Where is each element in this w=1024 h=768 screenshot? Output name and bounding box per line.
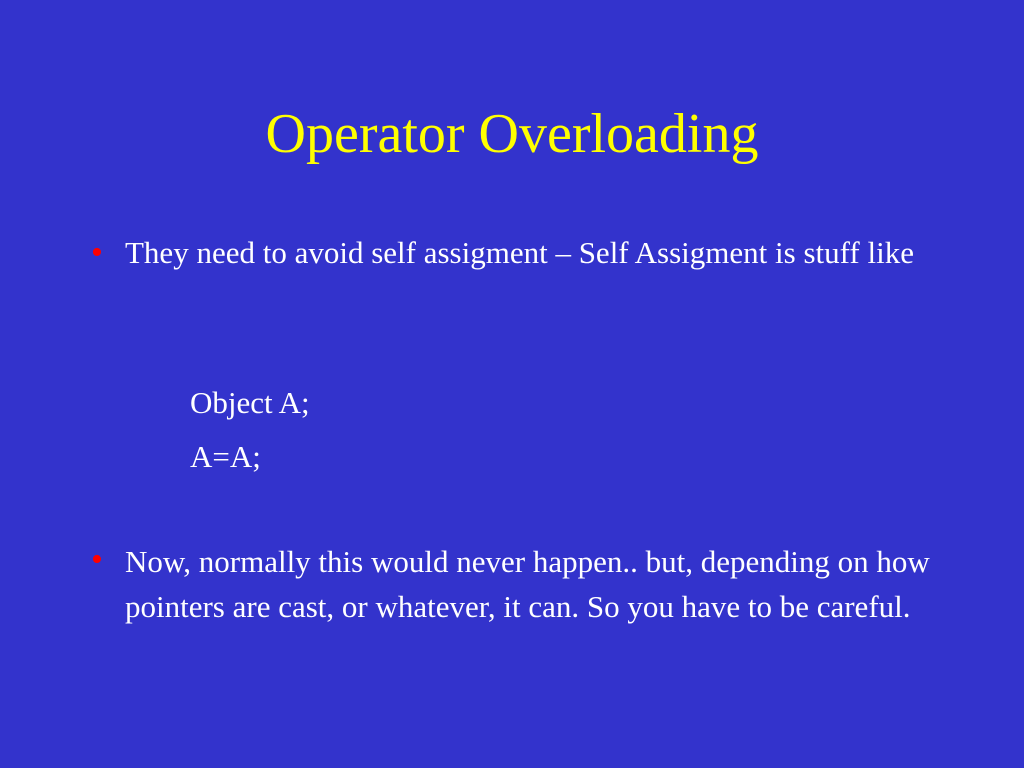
bullet-icon: • [91, 541, 103, 578]
bullet-icon: • [91, 234, 103, 271]
bullet-text: Now, normally this would never happen.. but, depending on how pointers are cast, or whatever, it can. So you have to be careful. [125, 544, 930, 624]
code-line: A=A; [190, 439, 261, 474]
slide-title: Operator Overloading [265, 103, 759, 165]
code-line: Object A; [190, 385, 310, 420]
bullet-text: They need to avoid self assigment – Self Assigment is stuff like [125, 235, 914, 270]
